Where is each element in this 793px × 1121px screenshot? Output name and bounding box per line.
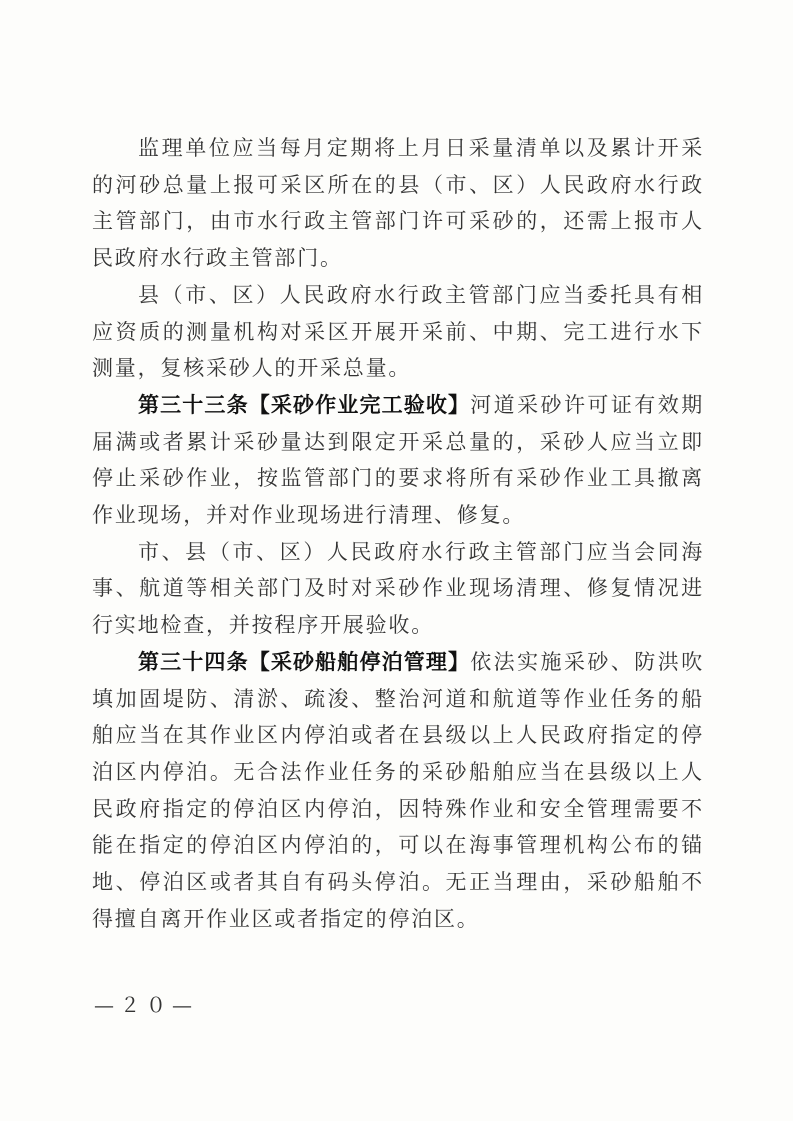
paragraph-underwater-survey (92, 277, 704, 387)
article-heading: 第三十三条【采砂作业完工验收】 (138, 392, 471, 417)
paragraph-site-acceptance (92, 534, 704, 644)
article-33 (92, 387, 704, 534)
paragraph-text: 依法实施采砂、防洪吹填加固堤防、清淤、疏浚、整治河道和航道等作业任务的船舶应当在其作业区内停泊或者在县级以上人民政府指定的停泊区内停泊。无合法作业任务的采砂船舶应当在县级以上人民政府指定的停泊区内停泊，因特殊作业和安全管理需要不能在指定的停泊区内停泊的，可以在海事管理机构公布的锚地、停泊区或者其自有码头停泊。无正当理由，采砂船舶不得擅自离开作业区或者指定的停泊区。 (92, 649, 704, 931)
paragraph-text: 县（市、区）人民政府水行政主管部门应当委托具有相应资质的测量机构对采区开展开采前、中期、完工进行水下测量，复核采砂人的开采总量。 (92, 282, 704, 381)
paragraph-text: 监理单位应当每月定期将上月日采量清单以及累计开采的河砂总量上报可采区所在的县（市、区）人民政府水行政主管部门，由市水行政主管部门许可采砂的，还需上报市人民政府水行政主管部门。 (92, 136, 704, 271)
article-heading: 第三十四条【采砂船舶停泊管理】 (138, 649, 471, 674)
paragraph-supervision-report (92, 130, 704, 277)
paragraph-text: 市、县（市、区）人民政府水行政主管部门应当会同海事、航道等相关部门及时对采砂作业现场清理、修复情况进行实地检查，并按程序开展验收。 (92, 539, 704, 638)
document-body (92, 130, 704, 937)
page-number: —２０— (94, 993, 198, 1017)
paragraph-text: 河道采砂许可证有效期届满或者累计采砂量达到限定开采总量的，采砂人应当立即停止采砂作业，按监管部门的要求将所有采砂作业工具撤离作业现场，并对作业现场进行清理、修复。 (92, 392, 704, 528)
article-34 (92, 644, 704, 938)
